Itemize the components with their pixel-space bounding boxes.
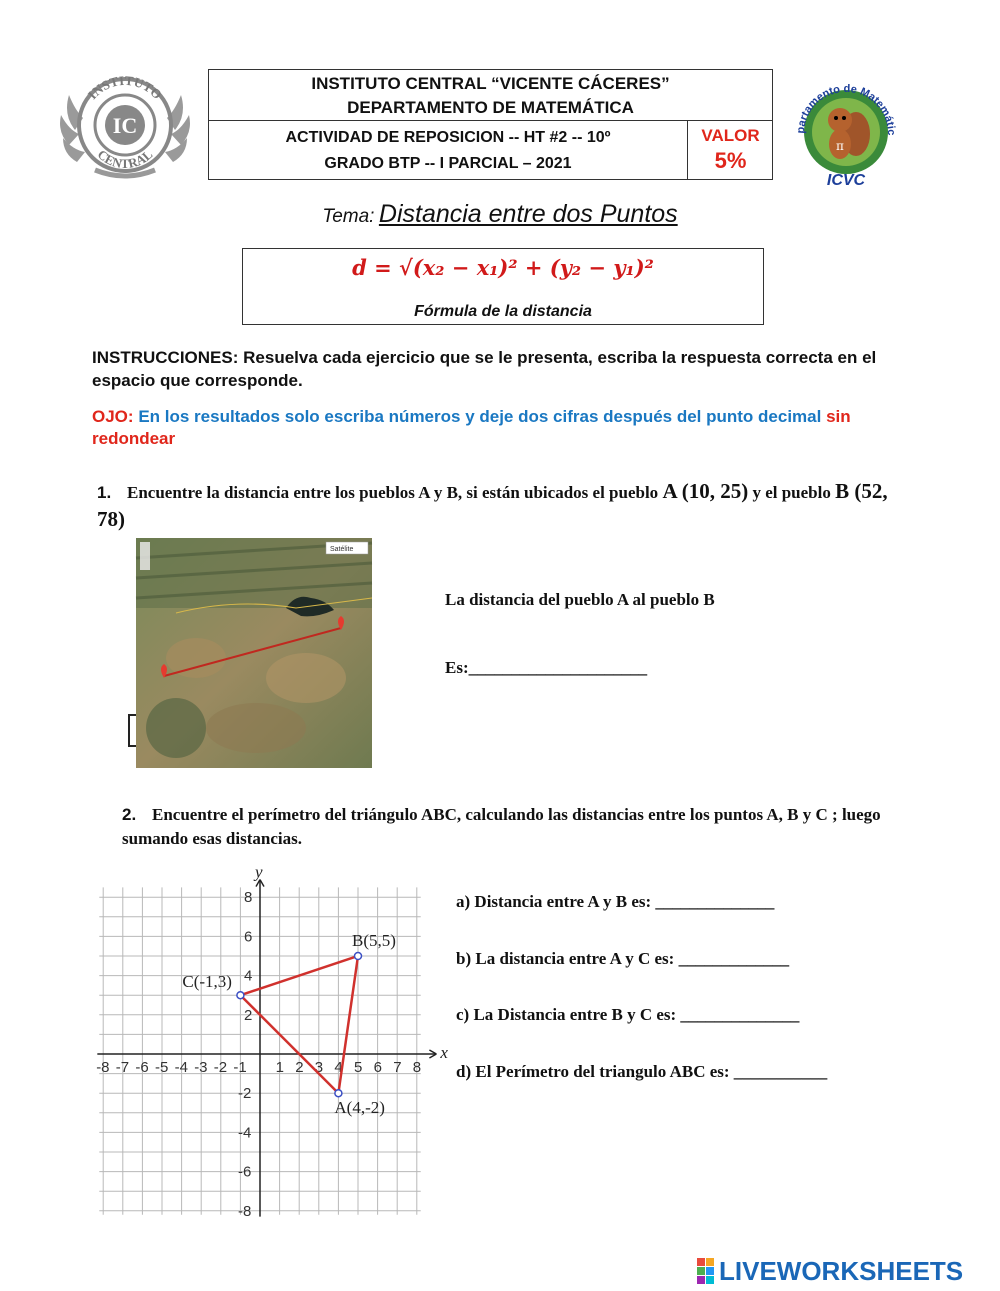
point-a [335, 1090, 342, 1097]
header-box [208, 69, 773, 180]
x-tick-label: -7 [115, 1059, 130, 1076]
logo-icvc-text: ICVC [826, 172, 866, 189]
question-1-text: Encuentre la distancia entre los pueblos A y B, si están ubicados el pueblo [127, 483, 659, 502]
x-tick-label: -5 [155, 1059, 169, 1076]
x-tick-label: -4 [174, 1059, 188, 1076]
svg-text:π: π [836, 139, 844, 153]
institute-logo [55, 70, 195, 190]
y-tick-label: -4 [238, 1124, 252, 1142]
point-c-label: C(-1,3) [182, 972, 232, 992]
question-2 [122, 803, 912, 851]
question-2-text: Encuentre el perímetro del triángulo ABC, calculando las distancias entre los puntos A, B y C ; luego sumando esas distancias. [122, 805, 881, 848]
y-axis-label: y [255, 862, 263, 882]
question-1 [97, 478, 897, 534]
x-tick-label: 2 [295, 1059, 304, 1076]
x-tick-label: 1 [275, 1059, 284, 1076]
topic-label: Tema: [322, 206, 375, 227]
y-tick-label: -6 [238, 1163, 252, 1181]
activity-line-2: GRADO BTP -- I PARCIAL – 2021 [324, 155, 572, 172]
note-emphasis: sin redondear [92, 407, 851, 448]
point-b-label: B(5,5) [352, 931, 396, 950]
logo-top-text: INSTITUTO [84, 72, 166, 103]
activity-line-1: ACTIVIDAD DE REPOSICION -- HT #2 -- 10º [285, 129, 611, 146]
department-name: DEPARTAMENTO DE MATEMÁTICA [347, 98, 634, 117]
answer-a-field[interactable]: a) Distancia entre A y B es: ______________ [456, 892, 775, 911]
x-tick-label: -1 [233, 1059, 247, 1076]
distance-formula: d = √(x₂ − x₁)² + (y₂ − y₁)² [352, 255, 654, 280]
valor-box [688, 121, 773, 179]
y-tick-label: 4 [244, 967, 253, 985]
topic-title: Distancia entre dos Puntos [378, 200, 678, 228]
math-department-logo [790, 72, 900, 192]
valor-label: VALOR [701, 126, 760, 145]
question-1-number: 1. [97, 483, 112, 502]
x-axis-label: x [440, 1043, 448, 1062]
point-b: B (52, 78) [97, 479, 888, 531]
institute-name: INSTITUTO CENTRAL “VICENTE CÁCERES” [311, 74, 670, 93]
formula-label: Fórmula de la distancia [414, 303, 592, 320]
x-tick-label: -3 [194, 1059, 208, 1076]
logo-arc-text: partamento de Matemátic [794, 82, 898, 136]
point-b [355, 953, 362, 960]
x-tick-label: 3 [314, 1059, 324, 1076]
note: OJO: En los resultados solo escriba números y deje dos cifras después del punto decimal sin redondear [92, 407, 851, 448]
x-tick-label: -2 [213, 1059, 228, 1076]
instructions [92, 346, 892, 392]
logo-center-text: IC [112, 113, 138, 138]
x-tick-label: -8 [96, 1059, 110, 1076]
point-a-label: A(4,-2) [334, 1098, 385, 1118]
instructions-label: INSTRUCCIONES: [92, 348, 239, 367]
x-tick-label: 5 [354, 1059, 363, 1076]
coordinate-graph [88, 862, 448, 1222]
liveworksheets-text: LIVEWORKSHEETS [719, 1256, 964, 1286]
point-c [237, 992, 244, 999]
answer-b-field[interactable]: b) La distancia entre A y C es: _____________ [456, 949, 790, 968]
map-bracket [128, 714, 136, 747]
satellite-map [136, 538, 372, 768]
x-tick-label: 7 [393, 1059, 402, 1076]
formula-box [242, 248, 764, 325]
y-tick-label: 6 [244, 928, 253, 946]
activity-title [209, 121, 688, 179]
liveworksheets-logo [697, 1256, 997, 1286]
x-tick-label: -6 [135, 1059, 149, 1076]
y-tick-label: 2 [244, 1006, 253, 1024]
note-text: En los resultados solo escriba números y deje dos cifras después del punto decimal [138, 407, 822, 426]
x-tick-label: 6 [373, 1059, 382, 1076]
y-tick-label: -2 [238, 1085, 252, 1103]
x-tick-label: 4 [334, 1059, 343, 1076]
topic [0, 200, 1000, 229]
point-a: A (10, 25) [662, 479, 749, 503]
logo-bottom-text: CENTRAL [94, 146, 156, 171]
valor-value: 5% [714, 148, 747, 173]
note-label: OJO [92, 407, 128, 426]
y-tick-label: 8 [244, 889, 253, 907]
q1-answer-line-1: La distancia del pueblo A al pueblo B [445, 590, 715, 609]
y-tick-label: -8 [238, 1202, 252, 1220]
question-2-number: 2. [122, 805, 137, 824]
answer-d-field[interactable]: d) El Perímetro del triangulo ABC es: ___________ [456, 1062, 828, 1081]
q1-answer-field[interactable]: Es:_____________________ [445, 658, 648, 677]
map-type-label: Satélite [330, 546, 354, 553]
question-1-text-b: y el pueblo [752, 483, 831, 502]
instructions-text: Resuelva cada ejercicio que se le presenta, escriba la respuesta correcta en el espacio que corresponde. [92, 348, 877, 390]
x-tick-label: 8 [412, 1059, 422, 1076]
header-title [209, 70, 772, 121]
answer-c-field[interactable]: c) La Distancia entre B y C es: ______________ [456, 1005, 800, 1024]
